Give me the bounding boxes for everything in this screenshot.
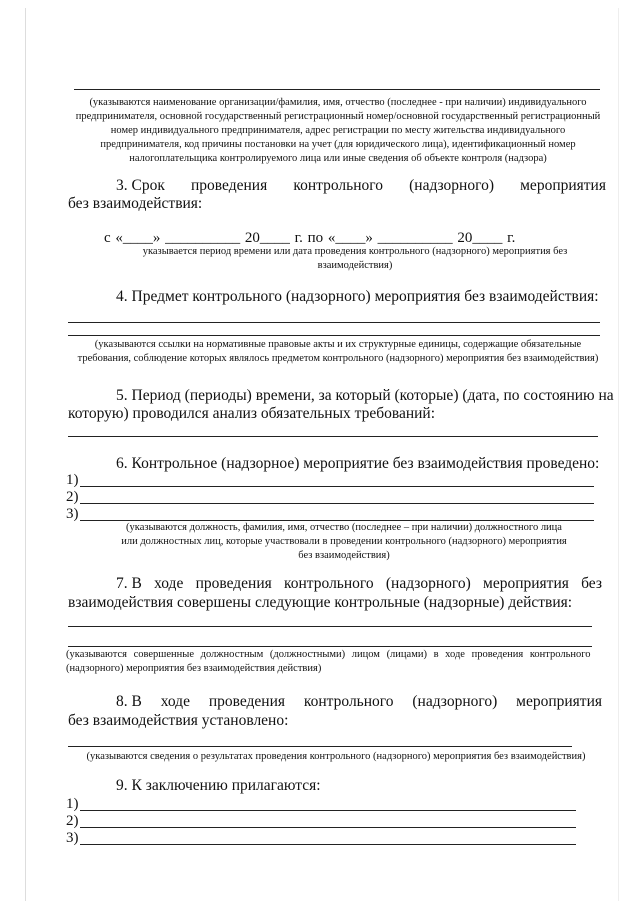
s6-line-2[interactable] bbox=[80, 503, 594, 504]
s9-line-2[interactable] bbox=[80, 827, 576, 828]
s8-heading-line2: без взаимодействия установлено: bbox=[68, 712, 289, 729]
s5-heading-line2: которую) проводился анализ обязательных требований: bbox=[68, 405, 436, 422]
s4-heading: 4. Предмет контрольного (надзорного) мероприятия без взаимодействия: bbox=[116, 288, 599, 305]
s6-line-1[interactable] bbox=[80, 486, 594, 487]
s6-item-3: 3) bbox=[66, 506, 79, 522]
s4-line-1[interactable] bbox=[68, 322, 600, 323]
s4-note: (указываются ссылки на нормативные правовые акты и их структурные единицы, содержащие обязательные требования, соблюдение которых являлось предметом контрольного (надзорного) мероприятия без взаимодействия) bbox=[77, 339, 599, 364]
s9-item-2: 2) bbox=[66, 813, 79, 829]
s9-line-1[interactable] bbox=[80, 810, 576, 811]
s6-item-1: 1) bbox=[66, 472, 79, 488]
s8-line[interactable] bbox=[68, 746, 572, 747]
s7-line-1[interactable] bbox=[68, 626, 592, 627]
s9-item-3: 3) bbox=[66, 830, 79, 846]
s9-item-1: 1) bbox=[66, 796, 79, 812]
org-note: (указываются наименование организации/фамилия, имя, отчество (последнее - при наличии) индивидуального предпринимателя, основной государственный регистрационный номер/основной государственный регистрационный номер индивидуального предпринимателя, адрес регистрации по месту жительства индивидуального предпринимателя, код причины постановки на учет (для юридического лица), идентификационный номер налогоплательщика контролируемого лица или иные сведения об объекте контроля (надзора) bbox=[75, 97, 601, 164]
s9-line-3[interactable] bbox=[80, 844, 576, 845]
s6-note: (указываются должность, фамилия, имя, отчество (последнее – при наличии) должностного лица или должностных лиц, которые участвовали в проведении контрольного (надзорного) мероприятия без взаимодействия) bbox=[121, 522, 567, 561]
s4-line-2[interactable] bbox=[68, 335, 600, 336]
s6-heading: 6. Контрольное (надзорное) мероприятие без взаимодействия проведено: bbox=[116, 455, 600, 472]
s9-heading: 9. К заключению прилагаются: bbox=[116, 777, 321, 794]
period-note: указывается период времени или дата проведения контрольного (надзорного) мероприятия без взаимодействия) bbox=[142, 246, 568, 271]
s8-note: (указываются сведения о результатах проведения контрольного (надзорного) мероприятия без взаимодействия) bbox=[86, 751, 586, 762]
period-line[interactable]: с «____» __________ 20____ г. по «____» __________ 20____ г. bbox=[104, 230, 516, 246]
s7-note: (указываются совершенные должностным (должностными) лицом (лицами) в ходе проведения контрольного (надзорного) мероприятия без взаимодействия действия) bbox=[66, 648, 602, 676]
s3-heading: 3. Срок проведения контрольного (надзорного) мероприятия bbox=[116, 177, 606, 194]
s7-heading-line2: взаимодействия совершены следующие контрольные (надзорные) действия: bbox=[68, 594, 573, 611]
s7-line-2[interactable] bbox=[68, 646, 592, 647]
s5-heading: 5. Период (периоды) времени, за который (которые) (дата, по состоянию на bbox=[116, 387, 614, 404]
s5-line[interactable] bbox=[68, 436, 598, 437]
s3-heading-line2: без взаимодействия: bbox=[68, 195, 203, 212]
org-line bbox=[74, 89, 600, 90]
s6-item-2: 2) bbox=[66, 489, 79, 505]
s7-heading: 7. В ходе проведения контрольного (надзорного) мероприятия без bbox=[116, 575, 602, 592]
s8-heading: 8. В ходе проведения контрольного (надзорного) мероприятия bbox=[116, 693, 602, 710]
s7-note-line-1: (указываются совершенные должностным (должностными) лицом (лицами) в ходе проведения контрольного bbox=[66, 649, 591, 660]
